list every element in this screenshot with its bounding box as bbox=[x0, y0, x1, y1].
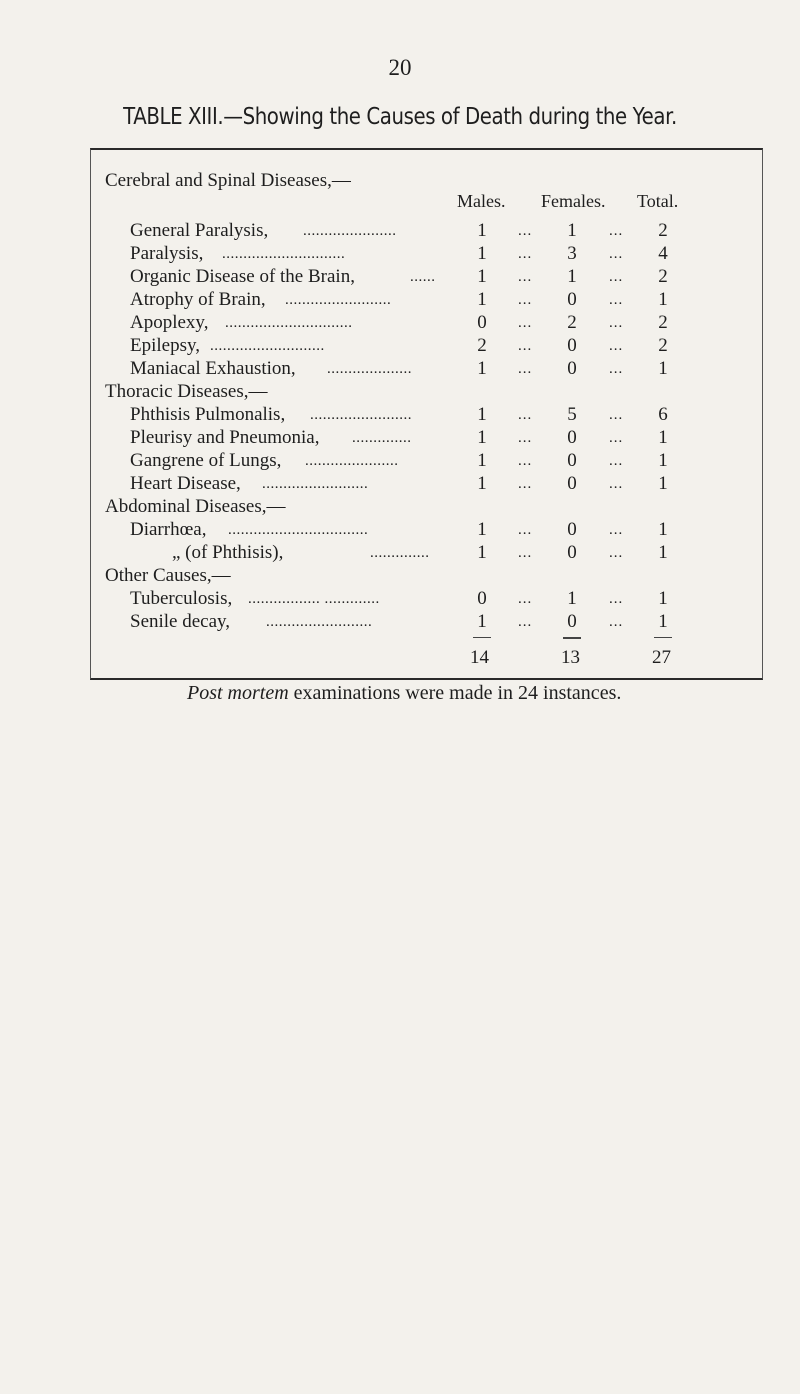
females-value: 0 bbox=[567, 542, 577, 563]
males-value: 1 bbox=[477, 427, 487, 448]
separator: ... bbox=[609, 430, 624, 446]
leader-dots: ...................... bbox=[305, 453, 399, 469]
females-value: 0 bbox=[567, 519, 577, 540]
row-label: Pleurisy and Pneumonia, bbox=[130, 427, 320, 448]
separator: ... bbox=[609, 269, 624, 285]
table-row bbox=[0, 265, 800, 289]
separator: ... bbox=[518, 545, 533, 561]
row-label: Tuberculosis, bbox=[130, 588, 233, 609]
separator: ... bbox=[609, 522, 624, 538]
total-value: 2 bbox=[658, 312, 668, 333]
row-label: Senile decay, bbox=[130, 611, 231, 632]
females-value: 1 bbox=[567, 266, 577, 287]
leader-dots: ................................. bbox=[228, 522, 369, 538]
separator: ... bbox=[609, 591, 624, 607]
males-value: 1 bbox=[477, 473, 487, 494]
males-value: 1 bbox=[477, 358, 487, 379]
separator: ... bbox=[609, 476, 624, 492]
females-value: 0 bbox=[567, 450, 577, 471]
separator: ... bbox=[518, 430, 533, 446]
females-value: 2 bbox=[567, 312, 577, 333]
table-row bbox=[0, 403, 800, 427]
table-row bbox=[0, 518, 800, 542]
separator: ... bbox=[518, 292, 533, 308]
table-row bbox=[0, 334, 800, 358]
row-label: Maniacal Exhaustion, bbox=[130, 358, 296, 379]
separator: ... bbox=[609, 545, 624, 561]
leader-dots: ................. ............. bbox=[248, 591, 380, 607]
group-label: Other Causes,— bbox=[105, 565, 231, 586]
total-value: 1 bbox=[658, 450, 668, 471]
group-heading-cerebral bbox=[0, 169, 800, 193]
total-value: 1 bbox=[658, 611, 668, 632]
females-value: 0 bbox=[567, 427, 577, 448]
table-row bbox=[0, 472, 800, 496]
females-value: 5 bbox=[567, 404, 577, 425]
row-label: Organic Disease of the Brain, bbox=[130, 266, 355, 287]
row-label: Epilepsy, bbox=[130, 335, 201, 356]
table-row bbox=[0, 242, 800, 266]
leader-dots: ......................... bbox=[262, 476, 369, 492]
total-all: 27 bbox=[652, 647, 671, 668]
total-value: 4 bbox=[658, 243, 668, 264]
table-row bbox=[0, 587, 800, 611]
males-value: 1 bbox=[477, 266, 487, 287]
footer-text: examinations were made in 24 instances. bbox=[288, 682, 622, 704]
separator: ... bbox=[609, 407, 624, 423]
separator: ... bbox=[518, 338, 533, 354]
males-value: 1 bbox=[477, 611, 487, 632]
leader-dots: ...................... bbox=[303, 223, 397, 239]
page-number: 20 bbox=[388, 55, 412, 80]
separator: ... bbox=[518, 522, 533, 538]
males-value: 1 bbox=[477, 404, 487, 425]
footer-italic: Post mortem bbox=[187, 682, 289, 704]
females-value: 0 bbox=[567, 611, 577, 632]
row-label: Paralysis, bbox=[130, 243, 204, 264]
row-label: Phthisis Pulmonalis, bbox=[130, 404, 286, 425]
sum-rule bbox=[563, 637, 581, 639]
females-value: 1 bbox=[567, 220, 577, 241]
separator: ... bbox=[518, 476, 533, 492]
row-label: Atrophy of Brain, bbox=[130, 289, 266, 310]
group-heading-other bbox=[0, 564, 800, 588]
females-value: 0 bbox=[567, 289, 577, 310]
separator: ... bbox=[609, 338, 624, 354]
separator: ... bbox=[518, 269, 533, 285]
separator: ... bbox=[518, 315, 533, 331]
table-row bbox=[0, 357, 800, 381]
row-label: Heart Disease, bbox=[130, 473, 241, 494]
row-label: „ (of Phthisis), bbox=[172, 542, 284, 563]
leader-dots: ......................... bbox=[285, 292, 392, 308]
leader-dots: ........................... bbox=[210, 338, 325, 354]
leader-dots: .................... bbox=[327, 361, 412, 377]
total-value: 1 bbox=[658, 289, 668, 310]
total-value: 6 bbox=[658, 404, 668, 425]
separator: ... bbox=[518, 453, 533, 469]
total-value: 1 bbox=[658, 358, 668, 379]
group-label: Abdominal Diseases,— bbox=[105, 496, 286, 517]
table-title: TABLE XIII.—Showing the Causes of Death during the Year. bbox=[123, 104, 677, 130]
group-label: Thoracic Diseases,— bbox=[105, 381, 268, 402]
row-label: Diarrhœa, bbox=[130, 519, 207, 540]
table-row bbox=[0, 288, 800, 312]
leader-dots: .............................. bbox=[225, 315, 353, 331]
separator: ... bbox=[518, 223, 533, 239]
separator: ... bbox=[518, 591, 533, 607]
leader-dots: ............................. bbox=[222, 246, 346, 262]
total-value: 2 bbox=[658, 220, 668, 241]
separator: ... bbox=[609, 246, 624, 262]
males-value: 0 bbox=[477, 588, 487, 609]
total-value: 2 bbox=[658, 335, 668, 356]
total-value: 1 bbox=[658, 519, 668, 540]
table-row bbox=[0, 426, 800, 450]
column-header-females: Females. bbox=[541, 191, 606, 211]
total-females: 13 bbox=[561, 647, 580, 668]
group-heading-abdominal bbox=[0, 495, 800, 519]
separator: ... bbox=[609, 315, 624, 331]
leader-dots: ...... bbox=[410, 269, 436, 285]
females-value: 1 bbox=[567, 588, 577, 609]
table-row bbox=[0, 610, 800, 634]
footer-note bbox=[187, 682, 621, 705]
males-value: 1 bbox=[477, 243, 487, 264]
column-header-total: Total. bbox=[637, 191, 679, 211]
separator: ... bbox=[609, 614, 624, 630]
table-row bbox=[0, 541, 800, 565]
males-value: 2 bbox=[477, 335, 487, 356]
column-header-males: Males. bbox=[457, 191, 506, 211]
total-value: 1 bbox=[658, 473, 668, 494]
total-value: 2 bbox=[658, 266, 668, 287]
sum-rule bbox=[473, 637, 491, 638]
males-value: 1 bbox=[477, 220, 487, 241]
males-value: 1 bbox=[477, 450, 487, 471]
separator: ... bbox=[609, 453, 624, 469]
leader-dots: .............. bbox=[352, 430, 412, 446]
leader-dots: ......................... bbox=[266, 614, 373, 630]
leader-dots: .............. bbox=[370, 545, 430, 561]
table-row bbox=[0, 219, 800, 243]
leader-dots: ........................ bbox=[310, 407, 412, 423]
females-value: 0 bbox=[567, 473, 577, 494]
row-label: General Paralysis, bbox=[130, 220, 269, 241]
separator: ... bbox=[518, 246, 533, 262]
males-value: 1 bbox=[477, 519, 487, 540]
table-row bbox=[0, 311, 800, 335]
row-label: Apoplexy, bbox=[130, 312, 209, 333]
sum-rule bbox=[654, 637, 672, 638]
females-value: 0 bbox=[567, 358, 577, 379]
table-row bbox=[0, 449, 800, 473]
total-value: 1 bbox=[658, 427, 668, 448]
total-males: 14 bbox=[470, 647, 489, 668]
separator: ... bbox=[518, 361, 533, 377]
row-label: Gangrene of Lungs, bbox=[130, 450, 282, 471]
total-value: 1 bbox=[658, 588, 668, 609]
separator: ... bbox=[609, 361, 624, 377]
males-value: 0 bbox=[477, 312, 487, 333]
males-value: 1 bbox=[477, 542, 487, 563]
group-heading-thoracic bbox=[0, 380, 800, 404]
separator: ... bbox=[609, 223, 624, 239]
separator: ... bbox=[518, 407, 533, 423]
males-value: 1 bbox=[477, 289, 487, 310]
separator: ... bbox=[518, 614, 533, 630]
group-label: Cerebral and Spinal Diseases,— bbox=[105, 170, 351, 191]
females-value: 0 bbox=[567, 335, 577, 356]
separator: ... bbox=[609, 292, 624, 308]
females-value: 3 bbox=[567, 243, 577, 264]
total-value: 1 bbox=[658, 542, 668, 563]
